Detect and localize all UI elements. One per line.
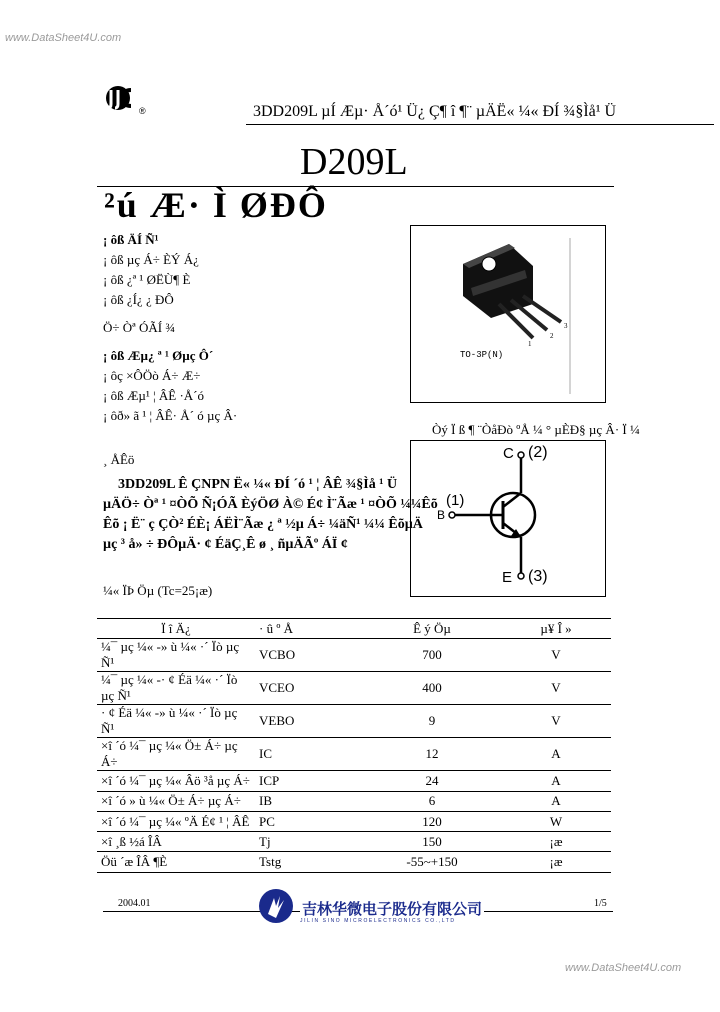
cell-unit: ¡æ (501, 852, 611, 872)
registered-mark: ® (139, 106, 146, 116)
cell-symbol: VCBO (255, 639, 363, 672)
footer-date: 2004.01 (118, 898, 151, 909)
watermark-bottom: www.DataSheet4U.com (565, 962, 682, 974)
cell-symbol: IB (255, 791, 363, 811)
table-row (97, 832, 611, 852)
description-heading: ¸ ÅÊö (103, 452, 135, 467)
header-title: 3DD209L µÍ Æµ· Å´ó¹ Ü¿ Ç¶ î ¶¨ µÄË« ¼« ÐÍ ¾§Ìå¹ Ü (253, 103, 617, 120)
description-line: Êõ ¡ Ë¨ ç ÇÒ² ÉÈ¡ ÁËÌ¨Ãæ ¿ ª ½µ Á÷ ¼äÑ¹ ¼¼ ÊõµÄ (103, 517, 423, 532)
table-row (97, 791, 611, 811)
table-row (97, 738, 611, 771)
package-figure (410, 225, 606, 403)
cell-value: 12 (363, 738, 501, 771)
header-rule (246, 124, 714, 125)
cell-item: ¼¯ µç ¼« -· ¢ Éä ¼« ·´ Ïò µç Ñ¹ (97, 672, 255, 705)
cell-value: 400 (363, 672, 501, 705)
cell-item: · ¢ Éä ¼« -» ù ¼« ·´ Ïò µç Ñ¹ (97, 705, 255, 738)
cell-unit: ¡æ (501, 832, 611, 852)
cell-symbol: IC (255, 738, 363, 771)
table-row (97, 771, 611, 791)
pin-label-2: 2 (550, 332, 554, 340)
cell-symbol: VCEO (255, 672, 363, 705)
cell-item: Öü ´æ ÎÂ ¶È (97, 852, 255, 872)
description-line: µç ³ å» ÷ ÐÔµÄ· ¢ ÉäÇ¸Ê ø ¸ ñµÄÃº ÁÏ ¢ (103, 537, 348, 552)
cell-unit: A (501, 791, 611, 811)
cell-symbol: VEBO (255, 705, 363, 738)
emitter-pin-label: (3) (528, 568, 548, 585)
cell-unit: A (501, 771, 611, 791)
product-spec-title: ²ú Æ· Ì ØÐÔ (104, 185, 328, 225)
table-row (97, 811, 611, 831)
application-item: ¡ ôð» ã ¹ ¦ ÂÊ· Å´ ó µç Â· (103, 408, 238, 423)
cell-symbol: ICP (255, 771, 363, 791)
cell-symbol: Tstg (255, 852, 363, 872)
cell-unit: V (501, 639, 611, 672)
company-footer-logo (258, 888, 294, 924)
header-symbol: · û º Å (255, 619, 363, 639)
header-item: Ï î Ä¿ (97, 619, 255, 639)
cell-unit: W (501, 811, 611, 831)
cell-value: 24 (363, 771, 501, 791)
package-label: TO-3P(N) (460, 350, 504, 360)
description-line: 3DD209L Ê ÇNPN Ë« ¼« ÐÍ ´ó ¹ ¦ ÂÊ ¾§Ìå ¹ Ü (118, 477, 398, 492)
cell-item: ×î ´ó » ù ¼« Ö± Á÷ µç Á÷ (97, 791, 255, 811)
absolute-max-ratings-table (97, 618, 611, 873)
cell-unit: V (501, 672, 611, 705)
table-row (97, 639, 611, 672)
base-label: B (437, 508, 446, 522)
features-heading: ¡ ôß ÄÍ Ñ¹ (103, 232, 159, 247)
pin-label-1: 1 (528, 340, 532, 348)
applications-note: Ö÷ Òª ÓÃÍ ¾ (103, 320, 176, 335)
applications-heading: ¡ ôß Æµ¿ ª ¹ Øµç Ô´ (103, 348, 214, 363)
cell-unit: V (501, 705, 611, 738)
table-header-row (97, 619, 611, 639)
cell-value: 150 (363, 832, 501, 852)
base-pin-label: (1) (446, 492, 465, 509)
collector-label: C (503, 445, 514, 462)
header-unit: µ¥ Î » (501, 619, 611, 639)
company-logo (103, 84, 143, 114)
table-row (97, 705, 611, 738)
cell-item: ¼¯ µç ¼« -» ù ¼« ·´ Ïò µç Ñ¹ (97, 639, 255, 672)
cell-symbol: Tj (255, 832, 363, 852)
table-row (97, 672, 611, 705)
company-name-cn: 吉林华微电子股份有限公司 (302, 900, 483, 918)
circuit-title: Òý Ï ß ¶ ¨ÒåÐò ºÅ ¼ ° µÈÐ§ µç Â· Ï ¼ (432, 422, 640, 437)
feature-item: ¡ ôß µç Á÷ ÈÝ Á¿ (103, 252, 199, 267)
emitter-label: E (502, 569, 513, 586)
cell-item: ×î ¸ß ½á ÎÂ (97, 832, 255, 852)
page-number: 1/5 (594, 898, 607, 909)
company-name-en: JILIN SINO MICROELECTRONICS CO.,LTD (300, 918, 456, 924)
ratings-heading: ¼« ÏÞ Öµ (Tc=25¡æ) (103, 583, 213, 598)
cell-value: -55~+150 (363, 852, 501, 872)
cell-item: ×î ´ó ¼¯ µç ¼« Âö ³å µç Á÷ (97, 771, 255, 791)
description-line: µÄÖ÷ Òª ¹ ¤ÒÕ Ñ¡ÓÃ ÈýÖØ À© É¢ Ì¨Ãæ ¹ ¤ÒÕ ¼¼Êõ (103, 497, 438, 512)
cell-item: ×î ´ó ¼¯ µç ¼« ºÄ É¢ ¹ ¦ ÂÊ (97, 811, 255, 831)
application-item: ¡ ôß Æµ¹ ¦ ÂÊ ·Å´ó (103, 388, 205, 403)
cell-value: 700 (363, 639, 501, 672)
to3p-package-image (411, 226, 607, 404)
watermark-top: www.DataSheet4U.com (5, 32, 122, 44)
pin-label-3: 3 (564, 322, 568, 330)
feature-item: ¡ ôß ¿Í¿ ¿ ÐÔ (103, 292, 174, 307)
feature-item: ¡ ôß ¿ª ¹ ØËÙ¶ È (103, 272, 191, 287)
part-number: D209L (300, 141, 408, 183)
cell-unit: A (501, 738, 611, 771)
cell-symbol: PC (255, 811, 363, 831)
table-row (97, 852, 611, 872)
cell-item: ×î ´ó ¼¯ µç ¼« Ö± Á÷ µç Á÷ (97, 738, 255, 771)
cell-value: 6 (363, 791, 501, 811)
cell-value: 9 (363, 705, 501, 738)
header-value: Ê ý Öµ (363, 619, 501, 639)
cell-value: 120 (363, 811, 501, 831)
application-item: ¡ ôç ×ÔÖò Á÷ Æ÷ (103, 368, 201, 383)
collector-pin-label: (2) (528, 444, 548, 461)
